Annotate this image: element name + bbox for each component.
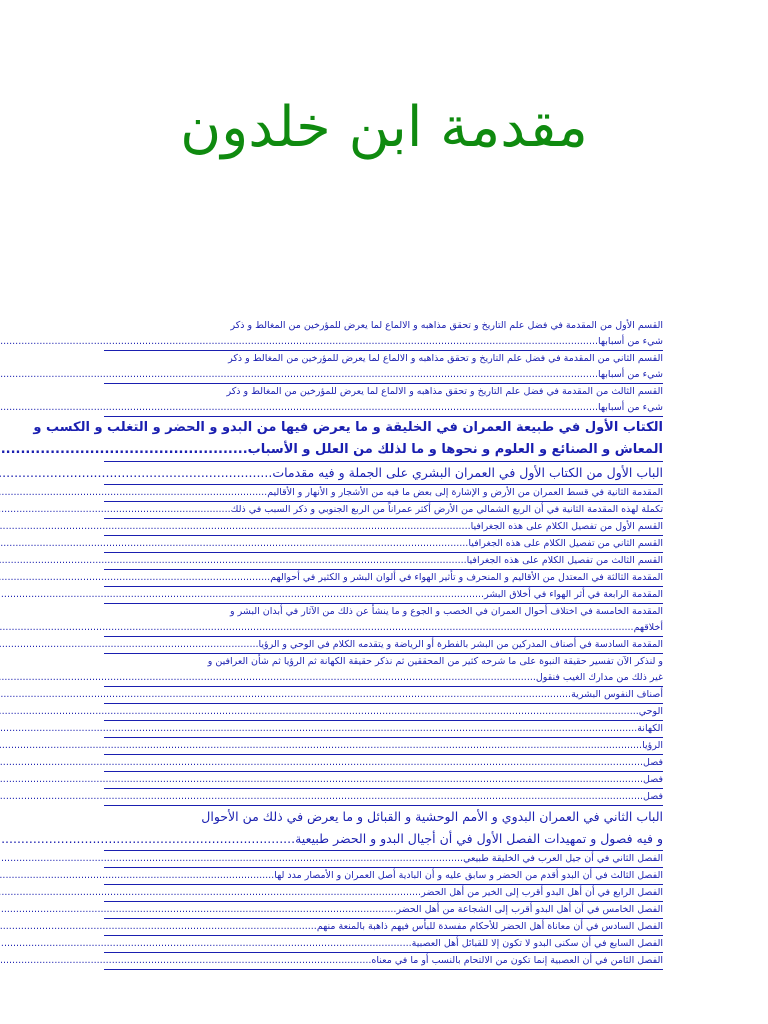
dot-leader: [0, 828, 295, 850]
toc-entry-title: المقدمة الثانية في قسط العمران من الأرض و الإشارة إلى بعض ما فيه من الأشجار و الأنهار و الأقاليم: [267, 487, 663, 498]
toc-entry[interactable]: [104, 721, 663, 738]
toc-entry-title: الفصل الثامن في أن العصبية إنما تكون من الالتحام بالنسب أو ما في معناه: [371, 955, 663, 966]
toc-entry-title: الباب الأول من الكتاب الأول في العمران البشري على الجملة و فيه مقدمات: [272, 465, 663, 480]
toc-entry-title: المقدمة الخامسة في اختلاف أحوال العمران في الخصب و الجوع و ما ينشأ عن ذلك من الآثار في أبدان البشر و: [230, 606, 663, 617]
dot-leader: [0, 587, 484, 603]
toc-entry-title: الفصل السادس في أن معاناة أهل الحضر للأحكام مفسدة للبأس فيهم ذاهبة بالمنعة منهم: [316, 921, 663, 932]
dot-leader: [0, 738, 642, 754]
dot-leader: [0, 953, 371, 969]
dot-leader: [0, 670, 536, 686]
toc-entry[interactable]: [104, 704, 663, 721]
toc-entry-title: الوحي: [638, 706, 663, 717]
dot-leader: [0, 885, 421, 901]
toc-entry-title: الرؤيا: [642, 740, 663, 751]
dot-leader: [0, 334, 598, 350]
toc-entry-continuation: شيء من أسبابها: [598, 369, 663, 380]
dot-leader: [0, 439, 248, 461]
toc-entry[interactable]: [104, 687, 663, 704]
dot-leader: [0, 519, 471, 535]
toc-entry-title: الكهانة: [637, 723, 663, 734]
toc-entry-title: فصل: [643, 791, 663, 802]
toc-entry[interactable]: [104, 485, 663, 502]
toc-entry-continuation: أخلاقهم: [633, 622, 663, 633]
toc-entry[interactable]: [104, 806, 663, 851]
dot-leader: [0, 536, 468, 552]
toc-entry[interactable]: [104, 384, 663, 417]
toc-entry[interactable]: [104, 868, 663, 885]
toc-entry-title: فصل: [643, 757, 663, 768]
dot-leader: [0, 868, 274, 884]
toc-entry-title: فصل: [643, 774, 663, 785]
toc-entry-continuation: شيء من أسبابها: [598, 402, 663, 413]
toc-entry[interactable]: [104, 318, 663, 351]
dot-leader: [0, 721, 637, 737]
dot-leader: [0, 462, 272, 484]
toc-entry[interactable]: [104, 553, 663, 570]
dot-leader: [0, 620, 634, 636]
toc-entry-title: الفصل الخامس في أن أهل البدو أقرب إلى الشجاعة من أهل الحضر: [396, 904, 663, 915]
dot-leader: [0, 704, 639, 720]
dot-leader: [0, 553, 467, 569]
dot-leader: [0, 687, 571, 703]
toc-entry[interactable]: [104, 902, 663, 919]
toc-entry[interactable]: [104, 604, 663, 637]
toc-entry[interactable]: [104, 738, 663, 755]
toc-entry[interactable]: [104, 519, 663, 536]
toc-entry[interactable]: [104, 919, 663, 936]
toc-entry-title: الكتاب الأول في طبيعة العمران في الخليقة و ما يعرض فيها من البدو و الحضر و التغلب و الكسب و: [33, 420, 663, 435]
toc-entry-title: المقدمة الثالثة في المعتدل من الأقاليم و المنحرف و تأثير الهواء في ألوان البشر و الكثير في أحوالهم: [270, 572, 663, 583]
page-title: مقدمة ابن خلدون: [180, 95, 588, 160]
toc-entry[interactable]: [104, 351, 663, 384]
toc-entry-title: أصناف النفوس البشرية: [571, 689, 663, 700]
toc-entry-continuation: المعاش و الصنائع و العلوم و نحوها و ما لذلك من العلل و الأسباب: [247, 442, 663, 457]
toc-entry[interactable]: [33, 417, 663, 462]
dot-leader: [0, 789, 643, 805]
toc-entry[interactable]: [104, 654, 663, 687]
toc-entry-continuation: و فيه فصول و تمهيدات الفصل الأول في أن أجيال البدو و الحضر طبيعية: [295, 831, 663, 846]
toc-entry[interactable]: [104, 885, 663, 902]
toc-entry[interactable]: [104, 570, 663, 587]
toc-entry-title: القسم الثاني من تفصيل الكلام على هذه الجغرافيا: [468, 538, 663, 549]
toc-entry-title: القسم الثالث من تفصيل الكلام على هذه الجغرافيا: [466, 555, 663, 566]
toc-entry-continuation: غير ذلك من مدارك الغيب فنقول: [535, 672, 663, 683]
toc-entry-title: المقدمة السادسة في أصناف المدركين من البشر بالفطرة أو الرياضة و يتقدمه الكلام في الوحي و الرؤيا: [258, 639, 663, 650]
toc-entry[interactable]: [104, 936, 663, 953]
toc-entry[interactable]: [104, 536, 663, 553]
toc-entry[interactable]: [104, 502, 663, 519]
toc-entry-title: الفصل السابع في أن سكنى البدو لا تكون إلا للقبائل أهل العصبية: [411, 938, 663, 949]
toc-entry[interactable]: [104, 755, 663, 772]
toc-entry-title: الباب الثاني في العمران البدوي و الأمم الوحشية و القبائل و ما يعرض في ذلك من الأحوال: [201, 809, 663, 824]
dot-leader: [0, 755, 643, 771]
toc-entry-title: القسم الثاني من المقدمة في فضل علم التاريخ و تحقق مذاهبه و الالماع لما يعرض للمؤرخين من المغالط و ذكر: [228, 353, 663, 364]
dot-leader: [0, 936, 412, 952]
dot-leader: [0, 570, 270, 586]
dot-leader: [0, 851, 463, 867]
toc-entry-title: تكملة لهذه المقدمة الثانية في أن الربع الشمالي من الأرض أكثر عمراناً من الربع الجنوبي و ذكر السبب في ذلك: [230, 504, 663, 515]
dot-leader: [0, 400, 598, 416]
toc-entry-title: الفصل الرابع في أن أهل البدو أقرب إلى الخير من أهل الحضر: [421, 887, 663, 898]
toc-entry-title: القسم الأول من المقدمة في فضل علم التاريخ و تحقق مذاهبه و الالماع لما يعرض للمؤرخين من المغالط و ذكر: [230, 320, 663, 331]
dot-leader: [0, 902, 396, 918]
dot-leader: [0, 367, 598, 383]
toc-entry-title: و لنذكر الآن تفسير حقيقة النبوة على ما شرحه كثير من المحققين ثم نذكر حقيقة الكهانة ثم الرؤيا ثم شأن العرافين و: [207, 656, 663, 667]
toc-entry[interactable]: [104, 851, 663, 868]
toc-entry-title: القسم الأول من تفصيل الكلام على هذه الجغرافيا: [470, 521, 663, 532]
toc-entry[interactable]: [104, 772, 663, 789]
toc-entry[interactable]: [104, 789, 663, 806]
dot-leader: [0, 772, 643, 788]
toc-entry-title: القسم الثالث من المقدمة في فضل علم التاريخ و تحقق مذاهبه و الالماع لما يعرض للمؤرخين من المغالط و ذكر: [226, 386, 663, 397]
dot-leader: [0, 919, 317, 935]
toc-entry-title: الفصل الثاني في أن جيل العرب في الخليقة طبيعي: [463, 853, 663, 864]
dot-leader: [0, 485, 267, 501]
dot-leader: [0, 502, 231, 518]
toc-entry-continuation: شيء من أسبابها: [598, 336, 663, 347]
toc-entry[interactable]: [104, 462, 663, 485]
table-of-contents: [33, 318, 663, 970]
toc-entry-title: الفصل الثالث في أن البدو أقدم من الحضر و سابق عليه و أن البادية أصل العمران و الأمصار مدد لها: [274, 870, 663, 881]
dot-leader: [0, 637, 259, 653]
toc-entry-title: المقدمة الرابعة في أثر الهواء في أخلاق البشر: [484, 589, 663, 600]
toc-entry[interactable]: [104, 953, 663, 970]
toc-entry[interactable]: [104, 587, 663, 604]
toc-entry[interactable]: [104, 637, 663, 654]
